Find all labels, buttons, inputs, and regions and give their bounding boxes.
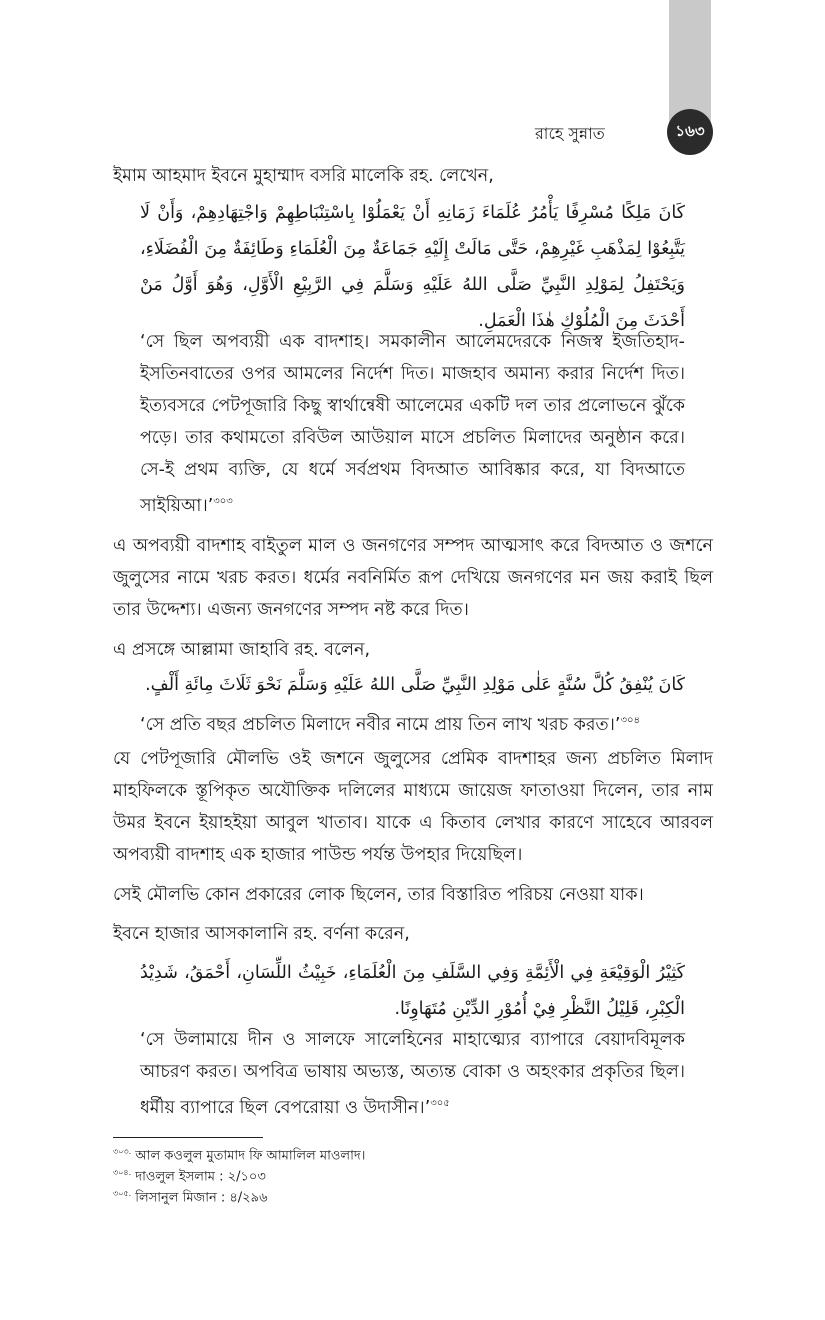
arabic-quote-1: كَانَ مَلِكًا مُسْرِفًا يَأْمُرُ عُلَمَاءَ زَمَانِهِ أَنْ يَعْمَلُوْا بِاسْتِنْبَاطِهِمْ وَاجْتِهَادِهِمْ، وَأَنْ لَا يَتَّبِعُوْا لِمَذْهَبِ غَيْرِهِمْ، حَتَّى مَالَتْ إِلَيْهِ جَمَاعَةٌ مِنَ الْعُلَمَاءِ وَطَائِفَةٌ مِنَ الْفُضَلَاءِ، وَيَحْتَفِلُ لِمَوْلِدِ النَّبِيِّ صَلَّى اللهُ عَلَيْهِ وَسَلَّمَ فِي الرَّبِيْعِ الْأَوَّلِ، وَهُوَ أَوَّلُ مَنْ أَحْدَثَ مِنَ الْمُلُوْكِ هٰذَا الْعَمَلِ. <box>140 203 685 331</box>
footnote-304 <box>113 1164 266 1186</box>
paragraph-spending: এ অপব্যয়ী বাদশাহ বাইতুল মাল ও জনগণের সম্পদ আত্মসাৎ করে বিদআত ও জশনে জুলুসের নামে খরচ করত। ধর্মের নবনির্মিত রূপ দেখিয়ে জনগণের মন জয় করাই ছিল তার উদ্দেশ্য। এজন্য জনগণের সম্পদ নষ্ট করে দিত। <box>113 536 713 620</box>
page-number: ১৬৩ <box>667 109 713 155</box>
translation-3-text: ‘সে উলামায়ে দীন ও সালফে সালেহিনের মাহাত্ম্যের ব্যাপারে বেয়াদবিমূলক আচরণ করত। অপবিত্র ভাষায় অভ্যস্ত, অত্যন্ত বোকা ও অহংকার প্রকৃতির ছিল। ধর্মীয় ব্যাপারে ছিল বেপরোয়া ও উদাসীন।’ <box>140 1030 685 1118</box>
footnote-ref-305: ৩০৫ <box>430 1098 450 1109</box>
bengali-translation-2 <box>140 705 685 741</box>
paragraph-intro: ইমাম আহমাদ ইবনে মুহাম্মাদ বসরি মালেকি রহ. লেখেন, <box>113 166 494 186</box>
bengali-translation-1 <box>140 326 685 522</box>
footnote-305 <box>113 1185 268 1207</box>
footnote-divider <box>113 1137 263 1138</box>
running-title: রাহে সুন্নাত <box>535 124 605 143</box>
translation-1-text: ‘সে ছিল অপব্যয়ী এক বাদশাহ। সমকালীন আলেমদেরকে নিজস্ব ইজতিহাদ-ইসতিনবাতের ওপর আমলের নির্দেশ দিত। মাজহাব অমান্য করার নির্দেশ দিত। ইত্যবসরে পেটপূজারি কিছু স্বার্থান্বেষী আলেমের একটি দল তার প্রলোভনে ঝুঁকে পড়ে। তার কথামতো রবিউল আউয়াল মাসে প্রচলিত মিলাদের অনুষ্ঠান করে। সে-ই প্রথম ব্যক্তি, যে ধর্মে সর্বপ্রথম বিদআত আবিষ্কার করে, যা বিদআতে সাইয়িআ।’ <box>140 332 685 516</box>
footnote-ref-304: ৩০৪ <box>620 715 640 726</box>
arabic-quote-3: كَثِيْرُ الْوَقِيْعَةِ فِي الْأَئِمَّةِ وَفِي السَّلَفِ مِنَ الْعُلَمَاءِ، خَبِيْثُ اللِّسَانِ، أَحْمَقُ، شَدِيْدُ الْكِبْرِ، قَلِيْلُ النَّظْرِ فِيْ أُمُوْرِ الدِّيْنِ مُتَهَاوِنًا. <box>140 963 685 1019</box>
paragraph-dhahabi-intro: এ প্রসঙ্গে আল্লামা জাহাবি রহ. বলেন, <box>113 640 371 660</box>
paragraph-ibn-hajar-intro: ইবনে হাজার আসকালানি রহ. বর্ণনা করেন, <box>113 924 410 944</box>
footnote-mark: ৩০৩. <box>113 1147 132 1156</box>
paragraph-maulvi: যে পেটপূজারি মৌলভি ওই জশনে জুলুসের প্রেমিক বাদশাহর জন্য প্রচলিত মিলাদ মাহফিলকে স্তূপিকৃত অযৌক্তিক দলিলের মাধ্যমে জায়েজ ফাতাওয়া দিলেন, তার নাম উমর ইবনে ইয়াহইয়া আবুল খাতাব। যাকে এ কিতাব লেখার কারণে সাহেবে আরবল অপব্যয়ী বাদশাহ এক হাজার পাউন্ড পর্যন্ত উপহার দিয়েছিল। <box>113 749 713 865</box>
footnote-ref-303: ৩০৩ <box>213 496 233 507</box>
footnote-text: আল কওলুল মুতামাদ ফি আমালিল মাওলাদ। <box>135 1148 366 1164</box>
paragraph-maulvi-intro: সেই মৌলভি কোন প্রকারের লোক ছিলেন, তার বিস্তারিত পরিচয় নেওয়া যাক। <box>113 885 644 905</box>
arabic-quote-2: كَانَ يُنْفِقُ كُلَّ سُنَّةٍ عَلٰى مَوْلِدِ النَّبِيِّ صَلَّى اللهُ عَلَيْهِ وَسَلَّمَ نَحْوَ ثَلَاثَ مِائَةِ أَلْفٍ. <box>145 675 685 695</box>
translation-2-text: ‘সে প্রতি বছর প্রচলিত মিলাদে নবীর নামে প্রায় তিন লাখ খরচ করত।’ <box>140 714 621 735</box>
footnote-text: লিসানুল মিজান : ৪/২৯৬ <box>135 1190 268 1206</box>
footnote-mark: ৩০৫. <box>113 1189 132 1198</box>
footnote-303 <box>113 1143 365 1165</box>
bengali-translation-3 <box>140 1024 685 1124</box>
footnote-text: দাওলুল ইসলাম : ২/১০৩ <box>135 1169 266 1185</box>
footnote-mark: ৩০৪. <box>113 1168 132 1177</box>
